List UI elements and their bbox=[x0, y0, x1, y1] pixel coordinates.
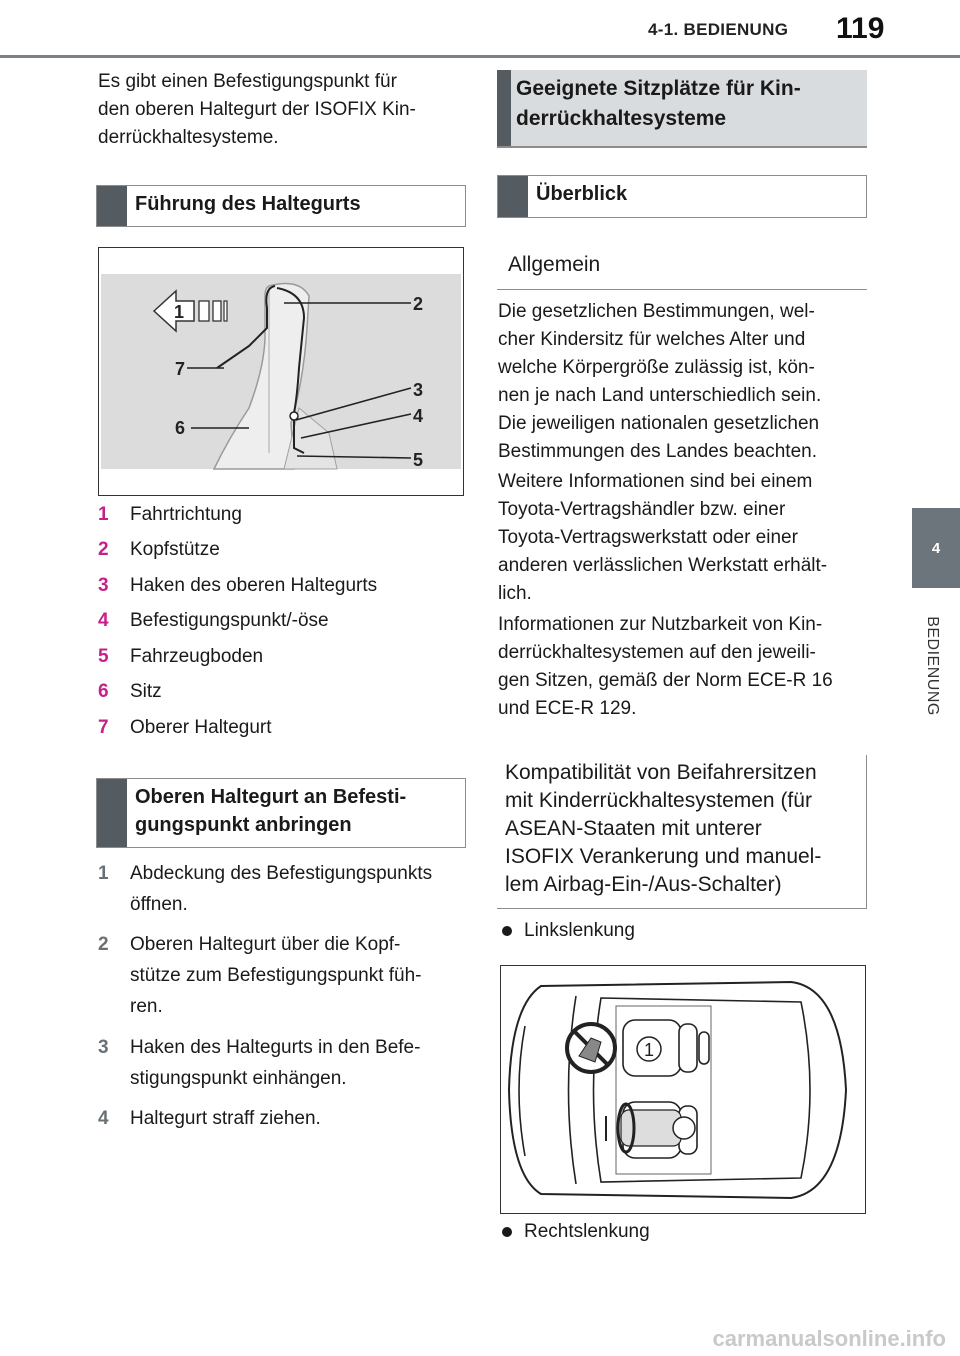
heading-attach-tether: Oberen Haltegurt an Befesti- gungspunkt anbringen bbox=[96, 778, 466, 848]
chapter-tab[interactable]: 4 bbox=[912, 508, 960, 588]
header-rule bbox=[0, 55, 960, 58]
paragraph-ece-norm: Informationen zur Nutzbarkeit von Kin- derrückhaltesystemen auf den jeweili- gen Sitzen, gemäß der Norm ECE-R 16 und ECE-R 129. bbox=[498, 614, 833, 719]
seat-illustration bbox=[99, 248, 463, 495]
callout-3: 3 bbox=[413, 380, 424, 400]
intro-paragraph: Es gibt einen Befestigungspunkt für den oberen Haltegurt der ISOFIX Kin- derrückhaltesysteme. bbox=[98, 71, 416, 148]
figure-car-seats bbox=[500, 965, 866, 1214]
callout-2: 2 bbox=[413, 294, 424, 314]
page-number: 119 bbox=[836, 12, 885, 45]
chapter-label: BEDIENUNG bbox=[924, 616, 941, 716]
heading-bar bbox=[97, 779, 127, 847]
subheading-compatibility: Kompatibilität von Beifahrersitzen mit Kinderrückhaltesystemen (für ASEAN-Staaten mit unterer ISOFIX Verankerung und manuel- lem Airbag-Ein-/Aus-Schalter) bbox=[497, 755, 867, 909]
heading-tether-routing: Führung des Haltegurts bbox=[96, 185, 466, 227]
watermark: carmanualsonline.info bbox=[712, 1326, 946, 1351]
bullet-right-hand-drive: Rechtslenkung bbox=[498, 1218, 858, 1246]
callout-1: 1 bbox=[174, 302, 185, 322]
heading-bar bbox=[498, 176, 528, 217]
heading-bar bbox=[497, 70, 511, 146]
subheading-general: Allgemein bbox=[497, 250, 867, 290]
callout-4: 4 bbox=[413, 406, 424, 426]
no-child-seat-icon bbox=[567, 1024, 615, 1072]
car-callout-1: 1 bbox=[644, 1040, 655, 1060]
paragraph-dealer-info: Weitere Informationen sind bei einem Toyota-Vertragshändler bzw. einer Toyota-Vertragswerkstatt oder einer anderen verlässlichen Werkstatt erhält- lich. bbox=[498, 471, 828, 604]
heading-bar bbox=[97, 186, 127, 226]
figure-seat-tether bbox=[98, 247, 464, 496]
callout-5: 5 bbox=[413, 450, 424, 470]
paragraph-regulations: Die gesetzlichen Bestimmungen, wel- cher Kindersitz für welches Alter und welche Körpergröße zulässig ist, kön- nen je nach Land unterschiedlich sein. Die jeweiligen nationalen gesetzlichen Bestimmungen des Landes beachten. bbox=[498, 301, 822, 462]
header-section-title: 4-1. BEDIENUNG bbox=[648, 20, 789, 39]
bullet-left-hand-drive: Linkslenkung bbox=[498, 917, 858, 945]
callout-6: 6 bbox=[175, 418, 186, 438]
heading-suitable-seats: Geeignete Sitzplätze für Kin- derrückhaltesysteme bbox=[497, 70, 867, 148]
heading-overview: Überblick bbox=[497, 175, 867, 218]
car-top-view-illustration bbox=[501, 966, 865, 1213]
callout-7: 7 bbox=[175, 359, 186, 379]
